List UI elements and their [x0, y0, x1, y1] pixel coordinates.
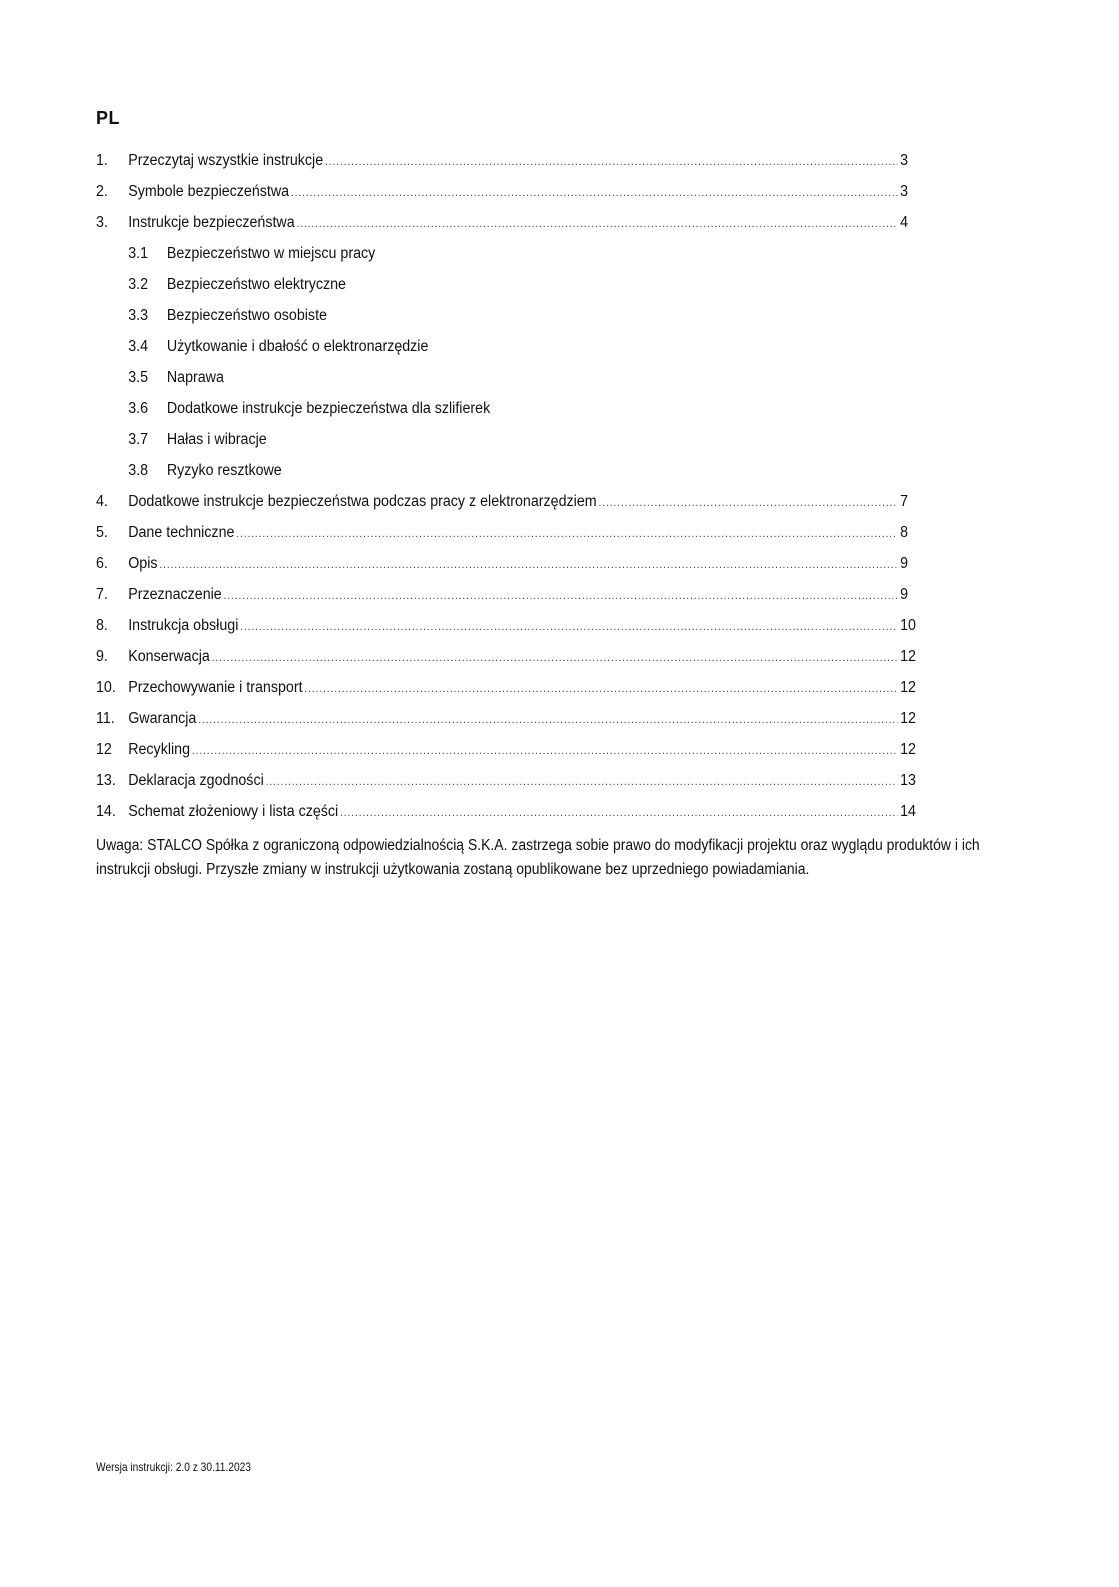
- toc-subentry-title: Użytkowanie i dbałość o elektronarzędzie: [166, 338, 429, 355]
- toc-subentry: [96, 455, 926, 486]
- toc-leader-dots: [236, 519, 897, 550]
- toc-entry-title: Dane techniczne: [128, 524, 235, 541]
- toc-subentry-number: 3.4: [128, 338, 149, 355]
- toc-subentry-title: Hałas i wibracje: [166, 431, 267, 448]
- toc-entry-number: 14.: [96, 803, 116, 820]
- toc-subentry: [96, 424, 926, 455]
- toc-leader-dots: [296, 209, 897, 240]
- toc-entry: [96, 176, 926, 207]
- toc-subentry-number: 3.7: [128, 431, 149, 448]
- toc-leader-dots: [304, 674, 897, 705]
- toc-entry-title: Symbole bezpieczeństwa: [128, 183, 290, 200]
- toc-entry: [96, 672, 926, 703]
- toc-entry-number: 9.: [96, 648, 108, 665]
- toc-entry-number: 4.: [96, 493, 108, 510]
- toc-subentry: [96, 238, 926, 269]
- toc-entry-page: 7: [900, 493, 909, 510]
- toc-entry: [96, 765, 926, 796]
- disclaimer-note: Uwaga: STALCO Spółka z ograniczoną odpowiedzialnością S.K.A. zastrzega sobie prawo do modyfikacji projektu oraz wyglądu produktów i ich instrukcji obsługi. Przyszłe zmiany w instrukcji użytkowania zostaną opublikowane bez uprzedniego powiadamiania.: [96, 837, 980, 878]
- toc-entry: [96, 207, 926, 238]
- toc-entry-title: Instrukcja obsługi: [128, 617, 239, 634]
- toc-entry-page: 3: [900, 183, 909, 200]
- toc-subentry-title: Bezpieczeństwo osobiste: [166, 307, 327, 324]
- toc-subentry-title: Bezpieczeństwo w miejscu pracy: [166, 245, 376, 262]
- toc-entry-title: Gwarancja: [128, 710, 197, 727]
- toc-entry-page: 3: [900, 152, 909, 169]
- version-footer: Wersja instrukcji: 2.0 z 30.11.2023: [96, 1460, 251, 1474]
- toc-entry-number: 11.: [96, 710, 115, 727]
- toc-entry-title: Instrukcje bezpieczeństwa: [128, 214, 295, 231]
- toc-entry-title: Opis: [128, 555, 158, 572]
- table-of-contents: [96, 145, 926, 827]
- toc-leader-dots: [598, 488, 897, 519]
- toc-entry: [96, 486, 926, 517]
- toc-leader-dots: [240, 612, 897, 643]
- toc-entry-page: 10: [900, 617, 916, 634]
- toc-subentry: [96, 269, 926, 300]
- toc-subentry-title: Dodatkowe instrukcje bezpieczeństwa dla szlifierek: [166, 400, 491, 417]
- toc-entry-page: 9: [900, 586, 909, 603]
- toc-subentry-number: 3.5: [128, 369, 149, 386]
- toc-entry-title: Przechowywanie i transport: [128, 679, 303, 696]
- toc-entry-title: Schemat złożeniowy i lista części: [128, 803, 339, 820]
- toc-entry-number: 8.: [96, 617, 108, 634]
- toc-entry: [96, 145, 926, 176]
- toc-leader-dots: [291, 178, 897, 209]
- toc-subentry-title: Naprawa: [166, 369, 224, 386]
- toc-entry-title: Przeczytaj wszystkie instrukcje: [128, 152, 324, 169]
- toc-entry: [96, 641, 926, 672]
- toc-subentry-number: 3.8: [128, 462, 149, 479]
- toc-entry-number: 1.: [96, 152, 108, 169]
- toc-entry-title: Przeznaczenie: [128, 586, 222, 603]
- toc-leader-dots: [340, 798, 897, 829]
- toc-entry: [96, 796, 926, 827]
- toc-entry: [96, 548, 926, 579]
- toc-entry-page: 4: [900, 214, 909, 231]
- toc-entry-title: Deklaracja zgodności: [128, 772, 264, 789]
- toc-subentry-number: 3.1: [128, 245, 149, 262]
- toc-entry-page: 9: [900, 555, 909, 572]
- toc-leader-dots: [266, 767, 898, 798]
- toc-entry: [96, 579, 926, 610]
- toc-subentry-number: 3.3: [128, 307, 149, 324]
- toc-subentry: [96, 331, 926, 362]
- toc-leader-dots: [159, 550, 897, 581]
- toc-entry-number: 10.: [96, 679, 116, 696]
- toc-entry: [96, 703, 926, 734]
- toc-entry-title: Dodatkowe instrukcje bezpieczeństwa podczas pracy z elektronarzędziem: [128, 493, 597, 510]
- toc-entry-number: 12: [96, 741, 112, 758]
- toc-entry: [96, 610, 926, 641]
- language-heading: PL: [96, 108, 121, 128]
- toc-entry-number: 7.: [96, 586, 108, 603]
- toc-entry: [96, 517, 926, 548]
- toc-subentry-number: 3.2: [128, 276, 149, 293]
- toc-entry-title: Recykling: [128, 741, 191, 758]
- toc-leader-dots: [212, 643, 898, 674]
- toc-leader-dots: [224, 581, 898, 612]
- toc-entry-number: 13.: [96, 772, 116, 789]
- toc-leader-dots: [198, 705, 897, 736]
- toc-entry-page: 12: [900, 710, 916, 727]
- toc-entry-page: 12: [900, 648, 916, 665]
- toc-subentry: [96, 393, 926, 424]
- toc-entry-title: Konserwacja: [128, 648, 210, 665]
- toc-subentry-title: Ryzyko resztkowe: [166, 462, 282, 479]
- toc-leader-dots: [192, 736, 897, 767]
- toc-entry-page: 8: [900, 524, 909, 541]
- toc-entry-number: 2.: [96, 183, 108, 200]
- toc-entry-number: 3.: [96, 214, 108, 231]
- toc-subentry: [96, 300, 926, 331]
- toc-entry-number: 5.: [96, 524, 108, 541]
- toc-entry-page: 12: [900, 741, 916, 758]
- toc-subentry-number: 3.6: [128, 400, 149, 417]
- toc-subentry-title: Bezpieczeństwo elektryczne: [166, 276, 346, 293]
- toc-entry-page: 13: [900, 772, 916, 789]
- toc-subentry: [96, 362, 926, 393]
- toc-leader-dots: [325, 147, 897, 178]
- toc-entry-page: 12: [900, 679, 916, 696]
- toc-entry-page: 14: [900, 803, 916, 820]
- toc-entry-number: 6.: [96, 555, 108, 572]
- toc-entry: [96, 734, 926, 765]
